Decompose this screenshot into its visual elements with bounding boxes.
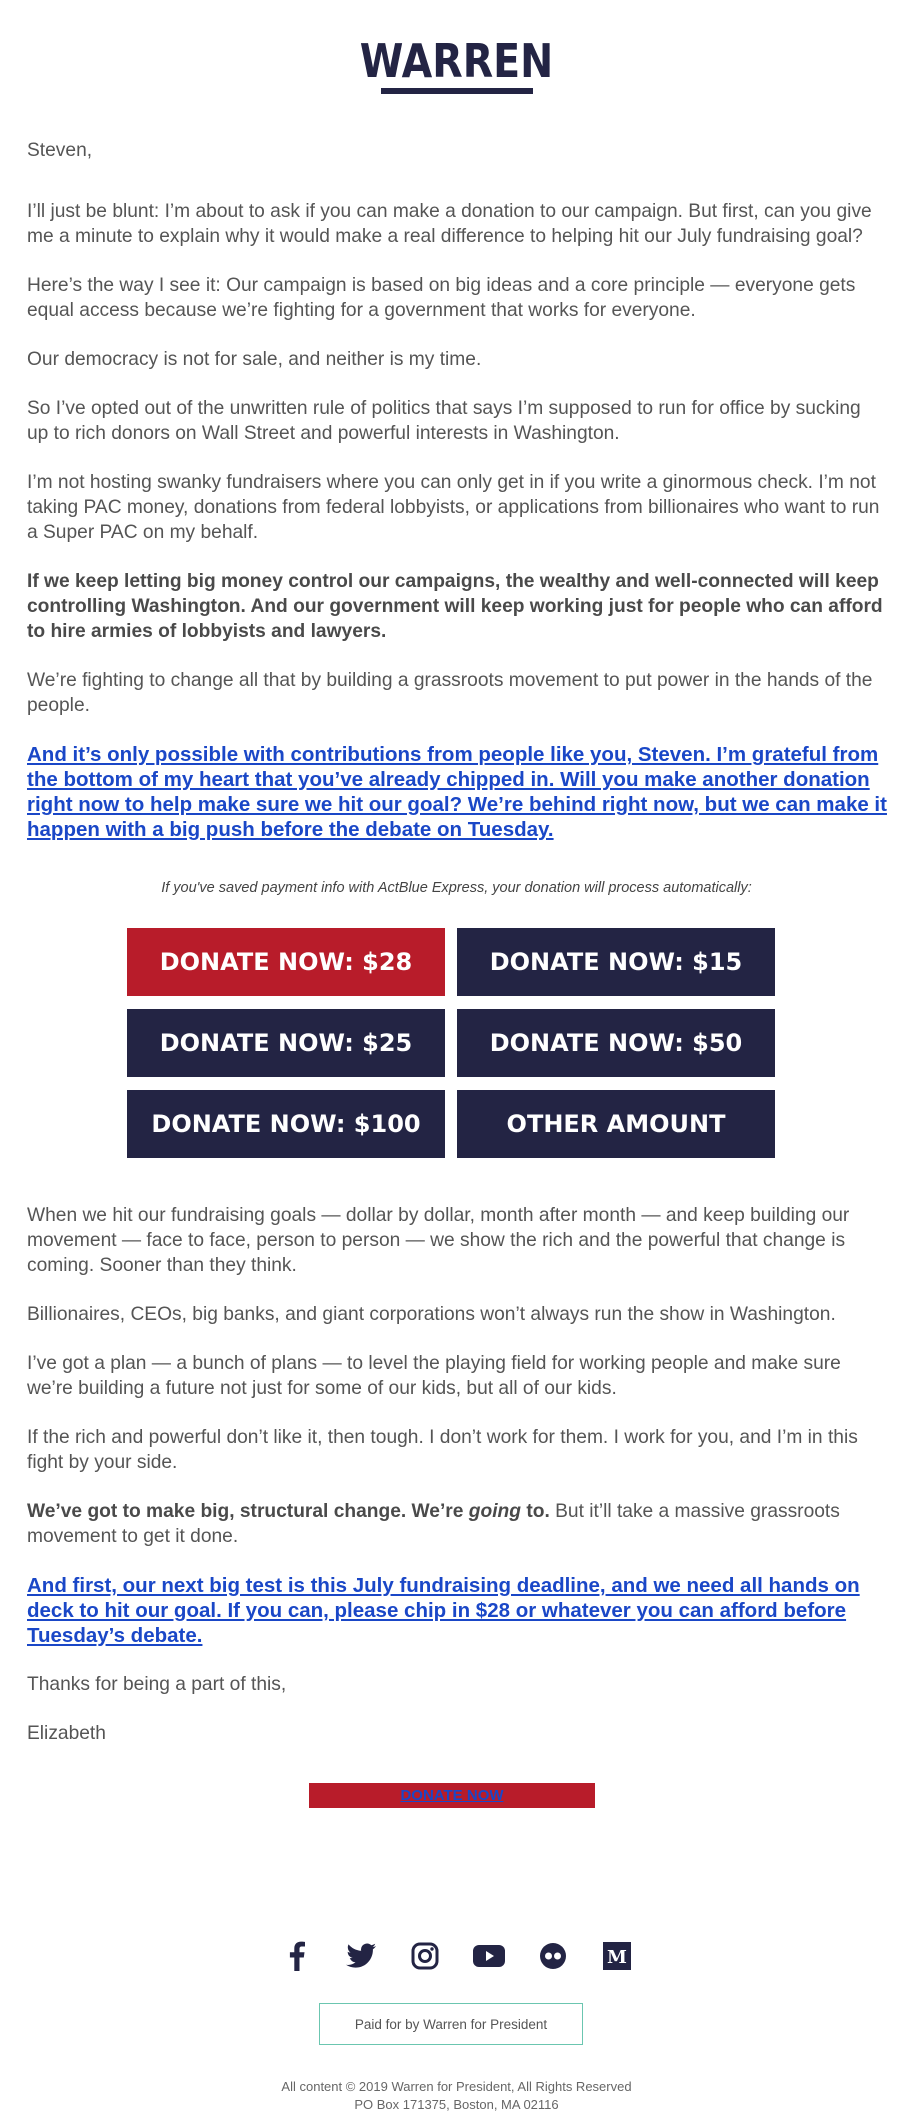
donate-100-button[interactable]: DONATE NOW: $100 — [127, 1090, 445, 1158]
donate-28-button[interactable]: DONATE NOW: $28 — [127, 928, 445, 996]
deadline-ask-link[interactable]: And first, our next big test is this July fundraising deadline, and we need all hands on deck to hit our goal. If you can, please chip in $28 or whatever you can afford before Tuesday’s debate. — [27, 1574, 860, 1647]
message-bottom — [27, 1203, 887, 1770]
instagram-icon[interactable] — [409, 1940, 441, 1972]
paragraph: Billionaires, CEOs, big banks, and giant corporations won’t always run the show in Washington. — [27, 1304, 836, 1325]
actblue-express-note: If you've saved payment info with ActBlue Express, your donation will process automatically: — [161, 880, 752, 896]
italic-text: going — [468, 1501, 521, 1522]
paragraph: Here’s the way I see it: Our campaign is based on big ideas and a core principle — everyone gets equal access because we’re fighting for a government that works for everyone. — [27, 275, 856, 321]
donate-now-link[interactable]: DONATE NOW — [400, 1787, 504, 1804]
small-donate-bar — [309, 1783, 595, 1808]
other-amount-button[interactable]: OTHER AMOUNT — [457, 1090, 775, 1158]
signature: Elizabeth — [27, 1723, 106, 1744]
paragraph: We’re fighting to change all that by building a grassroots movement to put power in the hands of the people. — [27, 670, 873, 716]
svg-text:M: M — [606, 1947, 627, 1968]
bold-text: to. — [521, 1501, 550, 1522]
signoff: Thanks for being a part of this, — [27, 1674, 287, 1695]
bold-text: We’ve got to make big, structural change. We’re — [27, 1501, 469, 1522]
paragraph: When we hit our fundraising goals — dollar by dollar, month after month — and keep building our movement — face to face, person to person — we show the rich and the powerful that change is coming. Sooner than they think. — [27, 1205, 850, 1276]
mailing-address: PO Box 171375, Boston, MA 02116 — [354, 2097, 559, 2112]
message-top — [27, 138, 887, 842]
paragraph: If the rich and powerful don’t like it, then tough. I don’t work for them. I work for you, and I’m in this fight by your side. — [27, 1427, 858, 1473]
donate-50-button[interactable]: DONATE NOW: $50 — [457, 1009, 775, 1077]
paragraph: I’m not hosting swanky fundraisers where you can only get in if you write a ginormous check. I’m not taking PAC money, donations from federal lobbyists, or applications from billionaires who want to run a Super PAC on my behalf. — [27, 472, 880, 543]
flickr-icon[interactable] — [537, 1940, 569, 1972]
donate-15-button[interactable]: DONATE NOW: $15 — [457, 928, 775, 996]
donate-25-button[interactable]: DONATE NOW: $25 — [127, 1009, 445, 1077]
paragraph: So I’ve opted out of the unwritten rule of politics that says I’m supposed to run for office by sucking up to rich donors on Wall Street and powerful interests in Washington. — [27, 398, 861, 444]
social-icons — [0, 1940, 913, 1972]
copyright: All content © 2019 Warren for President, All Rights Reserved — [281, 2079, 632, 2094]
greeting: Steven, — [27, 140, 93, 161]
bold-paragraph: If we keep letting big money control our campaigns, the wealthy and well-connected will keep controlling Washington. And our government will keep working just for people who can afford to hire armies of lobbyists and lawyers. — [27, 571, 883, 642]
paragraph: I’ve got a plan — a bunch of plans — to level the playing field for working people and make sure we’re building a future not just for some of our kids, but all of our kids. — [27, 1353, 841, 1399]
twitter-icon[interactable] — [345, 1940, 377, 1972]
medium-icon[interactable] — [601, 1940, 633, 1972]
youtube-icon[interactable] — [473, 1940, 505, 1972]
warren-logo — [0, 36, 913, 94]
paragraph: I’ll just be blunt: I’m about to ask if you can make a donation to our campaign. But first, can you give me a minute to explain why it would make a real difference to helping hit our July fundraising goal? — [27, 201, 872, 247]
footer — [0, 2078, 913, 2114]
donation-ask-link[interactable]: And it’s only possible with contributions from people like you, Steven. I’m grateful from the bottom of my heart that you’ve already chipped in. Will you make another donation right now to help make sure we hit our goal? We’re behind right now, but we can make it happen with a big push before the debate on Tuesday. — [27, 743, 887, 841]
structural-change-paragraph — [27, 1499, 887, 1549]
facebook-icon[interactable] — [281, 1940, 313, 1972]
paragraph: Our democracy is not for sale, and neither is my time. — [27, 349, 482, 370]
paid-for-box: Paid for by Warren for President — [319, 2003, 583, 2045]
logo-text: WARREN — [359, 34, 554, 88]
logo-underline — [381, 88, 533, 94]
plain-text: But it’ll take a massive grassroots movement to get it done. — [27, 1501, 840, 1547]
